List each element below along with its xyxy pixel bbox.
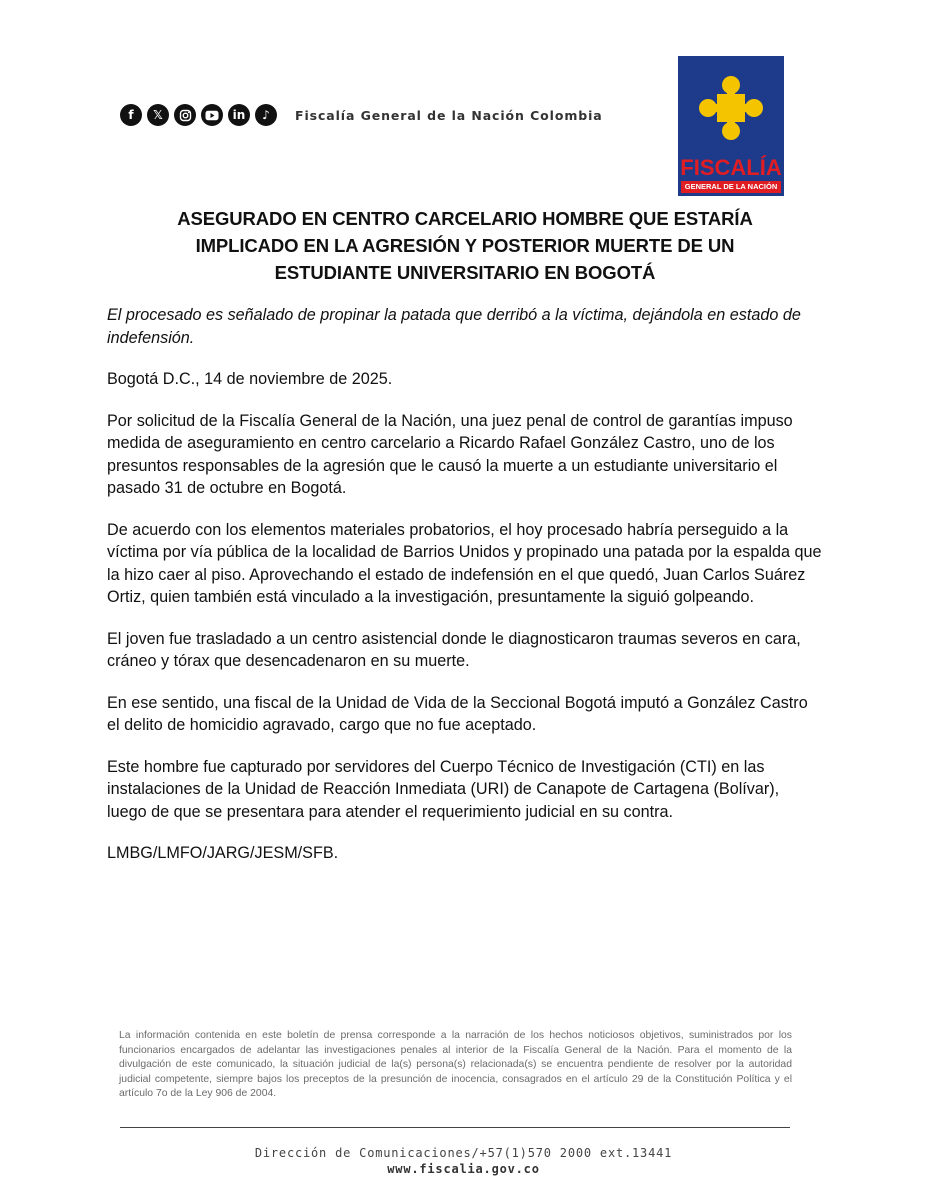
puzzle-piece-icon [695,64,767,152]
logo-tagline: GENERAL DE LA NACIÓN [681,181,781,193]
linkedin-icon[interactable]: in [228,104,250,126]
lead-paragraph: El procesado es señalado de propinar la patada que derribó a la víctima, dejándola en estado de indefensión. [107,306,801,347]
tiktok-icon[interactable]: ♪ [255,104,277,126]
body-paragraph: De acuerdo con los elementos materiales probatorios, el hoy procesado habría perseguido a la víctima por vía pública de la localidad de Barrios Unidos y propinado una patada por la espalda que la hizo caer al piso. Aprovechando el estado de indefensión en el que quedó, Juan Carlos Suárez Ortiz, quien también está vinculado a la investigación, presuntamente la siguió golpeando. [107,520,822,606]
headline-line: IMPLICADO EN LA AGRESIÓN Y POSTERIOR MUERTE DE UN [195,235,735,256]
logo-wordmark: FISCALÍA [680,155,782,180]
footer-divider [120,1127,790,1128]
social-media-bar [120,102,603,128]
facebook-icon[interactable]: f [120,104,142,126]
press-release-body [107,304,823,884]
youtube-icon[interactable] [201,104,223,126]
body-paragraph: Este hombre fue capturado por servidores del Cuerpo Técnico de Investigación (CTI) en las instalaciones de la Unidad de Reacción Inmediata (URI) de Canapote de Cartagena (Bolívar), luego de que se presentara para atender el requerimiento judicial en su contra. [107,757,780,821]
dateline: Bogotá D.C., 14 de noviembre de 2025. [107,370,393,388]
org-name: Fiscalía General de la Nación Colombia [295,107,603,123]
headline-line: ESTUDIANTE UNIVERSITARIO EN BOGOTÁ [274,262,656,283]
fiscalia-logo [678,56,784,196]
x-icon[interactable]: 𝕏 [147,104,169,126]
body-paragraph: En ese sentido, una fiscal de la Unidad de Vida de la Seccional Bogotá imputó a González Castro el delito de homicidio agravado, cargo que no fue aceptado. [107,693,808,734]
author-initials: LMBG/LMFO/JARG/JESM/SFB. [107,844,339,862]
legal-disclaimer: La información contenida en este boletín de prensa corresponde a la narración de los hechos noticiosos objetivos, suministrados por los funcionarios encargados de adelantar las investigaciones penales al interior de la Fiscalía General de la Nación. Para el momento de la divulgación de este comunicado, la situación judicial de la(s) persona(s) relacionada(s) se encuentra pendiente de resolver por la autoridad judicial competente, siempre bajos los preceptos de la presunción de inocencia, consagrados en el artículo 29 de la Constitución Política y el artículo 7o de la Ley 906 de 2004. [119,1030,792,1100]
website-link[interactable]: www.fiscalia.gov.co [387,1162,540,1176]
headline-line: ASEGURADO EN CENTRO CARCELARIO HOMBRE QUE ESTARÍA [177,208,753,229]
press-release-headline [110,205,820,286]
instagram-icon[interactable] [174,104,196,126]
body-paragraph: El joven fue trasladado a un centro asistencial donde le diagnosticaron traumas severos en cara, cráneo y tórax que desencadenaron en su muerte. [107,629,801,670]
contact-line: Dirección de Comunicaciones/+57(1)570 2000 ext.13441 [254,1146,673,1160]
body-paragraph: Por solicitud de la Fiscalía General de la Nación, una juez penal de control de garantías impuso medida de aseguramiento en centro carcelario a Ricardo Rafael González Castro, uno de los presuntos responsables de la agresión que le causó la muerte a un estudiante universitario el pasado 31 de octubre en Bogotá. [107,411,793,497]
